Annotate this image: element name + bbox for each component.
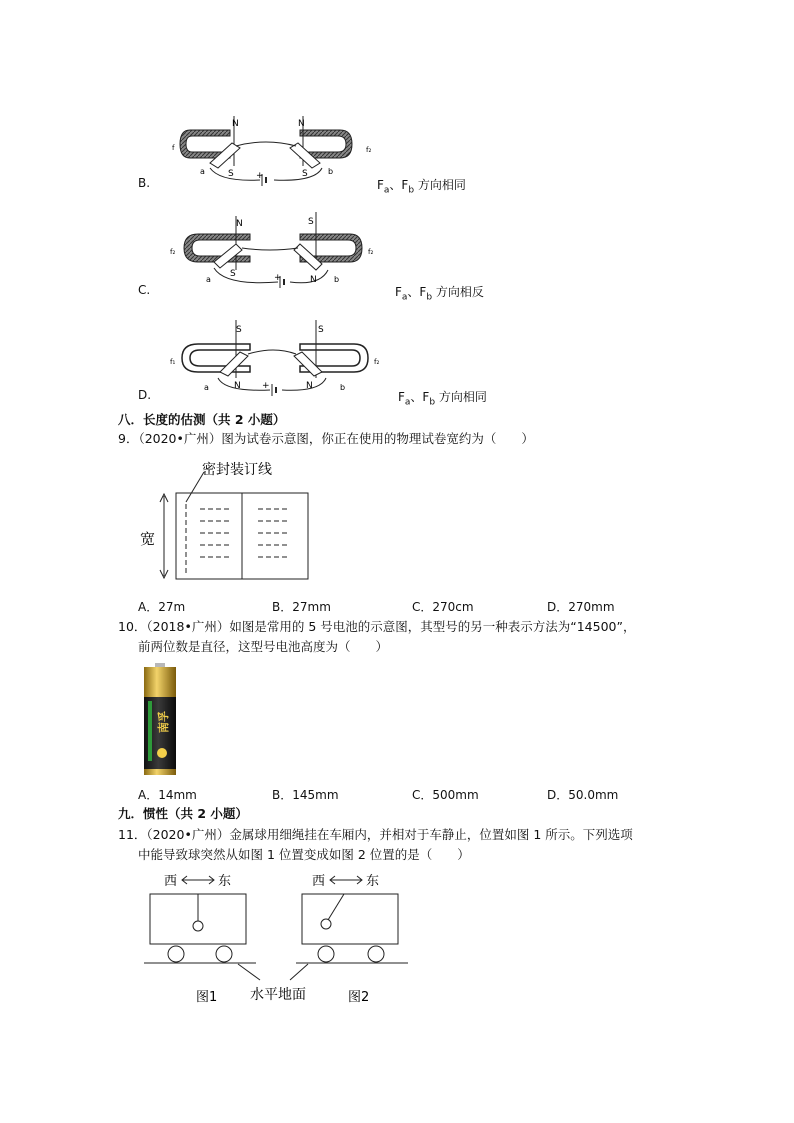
magnet-b-b: b (328, 167, 334, 176)
q11-line1: 11．（2020•广州）金属球用细绳挂在车厢内，并相对于车静止，位置如图 1 所示。下列选项 (118, 827, 633, 842)
magnet-d-side-right: f₂ (374, 358, 380, 366)
width-label: 宽 (140, 530, 156, 548)
magnet-b-n-left: N (232, 119, 239, 129)
option-c-caption: $F_a$、$F_b$ 方向相反 (395, 285, 484, 303)
q9-choice-b: B．27mm (272, 600, 331, 614)
q10-choice-a: A．14mm (138, 788, 197, 802)
magnet-c-n-bottom: N (310, 275, 317, 285)
q10-choice-d: D．50.0mm (547, 788, 619, 802)
option-d-caption: $F_a$、$F_b$ 方向相同 (398, 390, 487, 408)
section-8-title: 八．长度的估测（共 2 小题） (118, 412, 286, 427)
binding-line-label: 密封装订线 (202, 462, 272, 478)
magnet-b-n-right: N (298, 119, 305, 129)
q9-choice-c: C．270cm (412, 600, 474, 614)
magnet-c-a: a (206, 275, 211, 284)
fig2-label: 图2 (348, 990, 370, 1005)
battery-image (140, 663, 180, 777)
magnet-c-side-right: f₂ (368, 248, 374, 256)
fig1-label: 图1 (196, 990, 218, 1005)
fig1-west: 西 (164, 874, 178, 889)
magnet-d-n-left: N (234, 381, 241, 391)
option-c-letter: C. (138, 283, 151, 297)
q11-line2: 中能导致球突然从如图 1 位置变成如图 2 位置的是（ ） (138, 847, 470, 862)
magnet-b-plus: + (256, 171, 264, 181)
battery-brand: 南孚 (157, 711, 170, 733)
magnet-b-s-right: S (302, 169, 308, 179)
diagram-c (170, 212, 373, 288)
q10-line1: 10．（2018•广州）如图是常用的 5 号电池的示意图，其型号的另一种表示方法为“14500”， (118, 619, 636, 634)
diagram-d (170, 320, 379, 396)
magnet-b-side-right: f₂ (366, 146, 372, 154)
option-d-letter: D. (138, 388, 152, 402)
fig1-east: 东 (218, 874, 232, 889)
magnet-c-s-bottom: S (230, 269, 236, 279)
magnet-d-s-left: S (236, 325, 242, 335)
magnet-c-b: b (334, 275, 340, 284)
option-b-letter: B. (138, 176, 151, 190)
magnet-d-plus: + (262, 381, 270, 391)
q9-text: 9．（2020•广州）图为试卷示意图，你正在使用的物理试卷宽约为（ ） (118, 431, 534, 446)
magnet-d-b: b (340, 383, 346, 392)
section-9-title: 九．惯性（共 2 小题） (118, 806, 248, 821)
magnet-c-s-top: S (308, 217, 314, 227)
magnet-b-side-left: f (172, 144, 175, 152)
magnet-d-n-right: N (306, 381, 313, 391)
q10-choice-c: C．500mm (412, 788, 479, 802)
q10-choice-b: B．145mm (272, 788, 339, 802)
magnet-b-a: a (200, 167, 205, 176)
q9-choice-d: D．270mm (547, 600, 615, 614)
magnet-d-side-left: f₁ (170, 358, 176, 366)
exam-paper-figure (136, 456, 316, 584)
magnet-c-side-left: f₂ (170, 248, 176, 256)
fig2-east: 东 (366, 874, 380, 889)
fig2-west: 西 (312, 874, 326, 889)
option-b-caption: $F_a$、$F_b$ 方向相同 (377, 178, 466, 196)
q10-line2: 前两位数是直径，这型号电池高度为（ ） (138, 639, 389, 654)
train-car-figure (140, 868, 412, 1008)
diagram-b (172, 116, 371, 186)
q9-choice-a: A．27m (138, 600, 186, 614)
magnet-diagrams (170, 108, 390, 398)
magnet-c-plus: + (274, 273, 282, 283)
ground-label: 水平地面 (250, 987, 306, 1003)
magnet-b-s-left: S (228, 169, 234, 179)
magnet-c-n: N (236, 219, 243, 229)
magnet-d-a: a (204, 383, 209, 392)
magnet-d-s-right: S (318, 325, 324, 335)
